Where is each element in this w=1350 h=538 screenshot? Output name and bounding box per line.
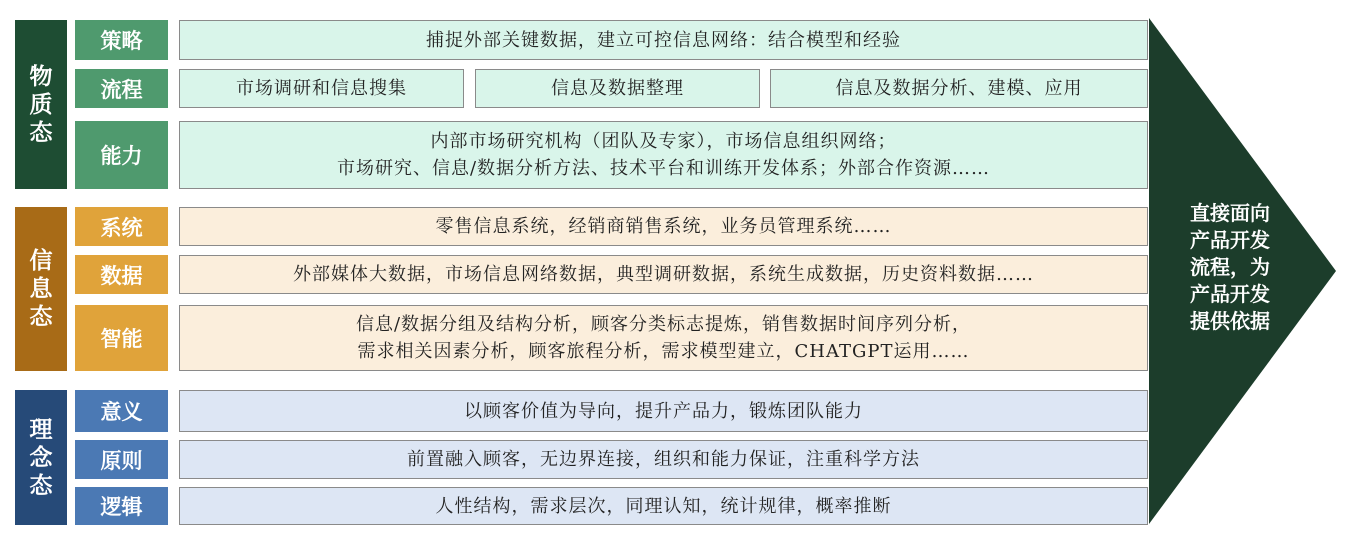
content-box — [179, 207, 1148, 246]
group-block — [15, 207, 67, 371]
content-line: 内部市场研究机构（团队及专家），市场信息组织网络； — [430, 131, 897, 152]
content-line: 市场调研和信息搜集 — [236, 78, 407, 99]
content-box — [179, 69, 464, 108]
content-box — [179, 440, 1148, 479]
group-block — [15, 20, 67, 189]
content-line: 以顾客价值为导向，提升产品力，锻炼团队能力 — [464, 400, 863, 422]
content-line: 前置融入顾客，无边界连接，组织和能力保证，注重科学方法 — [407, 449, 920, 470]
row-label: 逻辑 — [75, 487, 168, 525]
row-label: 系统 — [75, 207, 168, 246]
arrow-text-line: 提供依据 — [1190, 309, 1270, 333]
content-line: 信息及数据整理 — [551, 78, 684, 99]
row-label: 意义 — [75, 390, 168, 432]
row-label: 数据 — [75, 255, 168, 294]
arrow-text-line: 直接面向 — [1190, 201, 1270, 225]
row-label: 智能 — [75, 305, 168, 371]
group-title: 物质态 — [29, 63, 53, 146]
row-label: 流程 — [75, 69, 168, 108]
group-title: 理念态 — [29, 416, 53, 499]
content-box — [179, 255, 1148, 294]
content-line: 外部媒体大数据，市场信息网络数据，典型调研数据，系统生成数据，历史资料数据…… — [293, 264, 1034, 285]
row-label: 能力 — [75, 121, 168, 189]
content-line: 需求相关因素分析，顾客旅程分析，需求模型建立，CHATGPT运用…… — [357, 341, 970, 362]
row-label: 原则 — [75, 440, 168, 479]
content-box — [475, 69, 760, 108]
content-box — [179, 390, 1148, 432]
content-box — [179, 121, 1148, 189]
content-line: 捕捉外部关键数据，建立可控信息网络：结合模型和经验 — [426, 29, 901, 51]
arrow-text-line: 产品开发 — [1190, 228, 1270, 252]
content-line: 市场研究、信息/数据分析方法、技术平台和训练开发体系；外部合作资源…… — [336, 158, 991, 179]
content-box — [179, 487, 1148, 525]
arrow-text-line: 产品开发 — [1190, 282, 1270, 306]
content-line: 信息/数据分组及结构分析，顾客分类标志提炼，销售数据时间序列分析， — [355, 314, 972, 335]
arrow-text-block — [1165, 200, 1295, 335]
arrow-text-line: 流程，为 — [1190, 255, 1270, 279]
content-box — [179, 20, 1148, 60]
content-box — [179, 305, 1148, 371]
content-line: 零售信息系统，经销商销售系统，业务员管理系统…… — [435, 216, 892, 237]
row-label: 策略 — [75, 20, 168, 60]
content-box — [770, 69, 1148, 108]
content-line: 信息及数据分析、建模、应用 — [835, 78, 1083, 99]
content-line: 人性结构，需求层次，同理认知，统计规律，概率推断 — [435, 495, 892, 517]
group-block — [15, 390, 67, 525]
group-title: 信息态 — [29, 248, 53, 330]
